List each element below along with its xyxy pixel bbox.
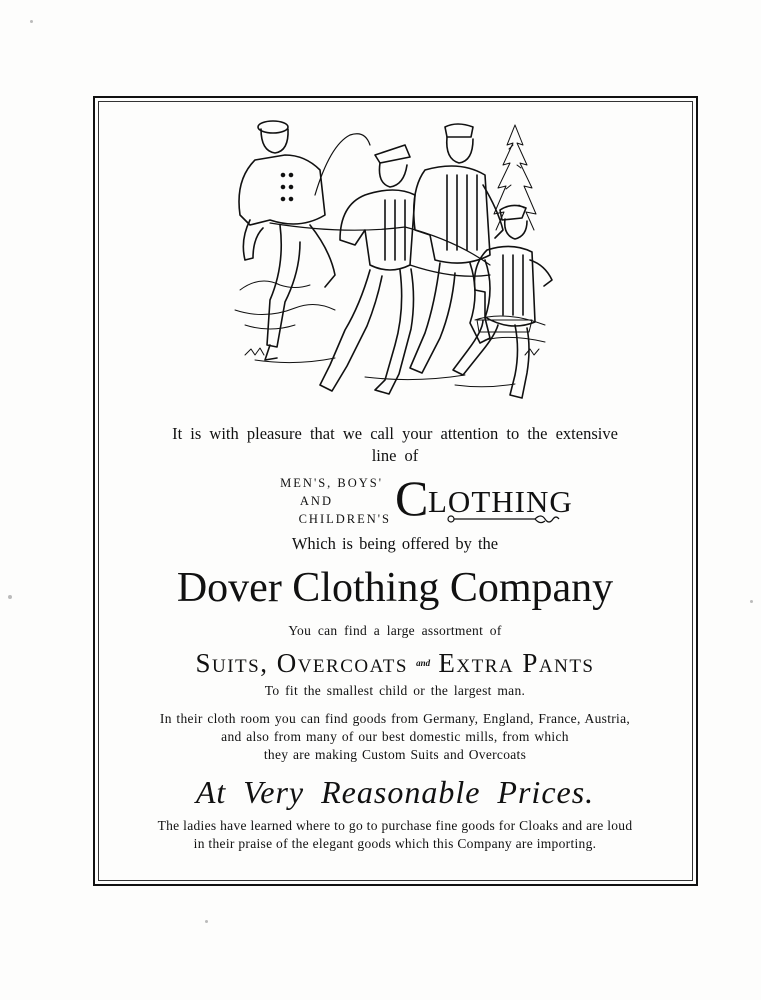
offered-line: Which is being offered by the [291, 534, 499, 553]
ladies-line-1: The ladies have learned where to go to purchase fine goods for Cloaks and are loud [157, 818, 633, 833]
paper-speck [30, 20, 33, 23]
prices-slogan: At Very Reasonable Prices. [195, 774, 595, 810]
decorative-flourish [443, 510, 563, 526]
category-childrens: CHILDREN'S [298, 512, 391, 526]
clothing-word: LOTHING [428, 484, 573, 519]
intro-line-2: line of [371, 446, 419, 465]
cloth-room-line-1: In their cloth room you can find goods from Germany, England, France, Austria, [159, 711, 631, 726]
assortment-line: You can find a large assortment of [288, 623, 502, 638]
company-name: Dover Clothing Company [176, 565, 614, 611]
ladies-line-2: in their praise of the elegant goods which this Company are importing. [193, 836, 597, 851]
clothing-heading [200, 472, 600, 532]
products-heading [100, 645, 690, 681]
products-part-2: Extra Pants [438, 648, 595, 678]
clothing-initial-letter: C [395, 470, 429, 526]
boy-figure-center-right [410, 124, 503, 373]
boy-figure-left [239, 121, 335, 360]
paper-speck [8, 595, 12, 599]
products-and: and [416, 658, 431, 668]
category-mens-boys: MEN'S, BOYS' [280, 476, 383, 490]
whip-drawing [315, 134, 370, 195]
cloth-room-line-2: and also from many of our best domestic mills, from which [221, 729, 569, 744]
cloth-room-line-3: they are making Custom Suits and Overcoats [263, 747, 527, 762]
boys-playing-illustration [225, 115, 575, 415]
landscape-drawing [235, 281, 545, 387]
paper-speck [750, 600, 753, 603]
category-and: AND [299, 494, 333, 508]
products-part-1: Suits, Overcoats [195, 648, 408, 678]
boy-figure-right [453, 205, 552, 398]
fit-line: To fit the smallest child or the largest man. [264, 683, 526, 698]
paper-speck [205, 920, 208, 923]
intro-line-1: It is with pleasure that we call your attention to the extensive [172, 424, 618, 443]
